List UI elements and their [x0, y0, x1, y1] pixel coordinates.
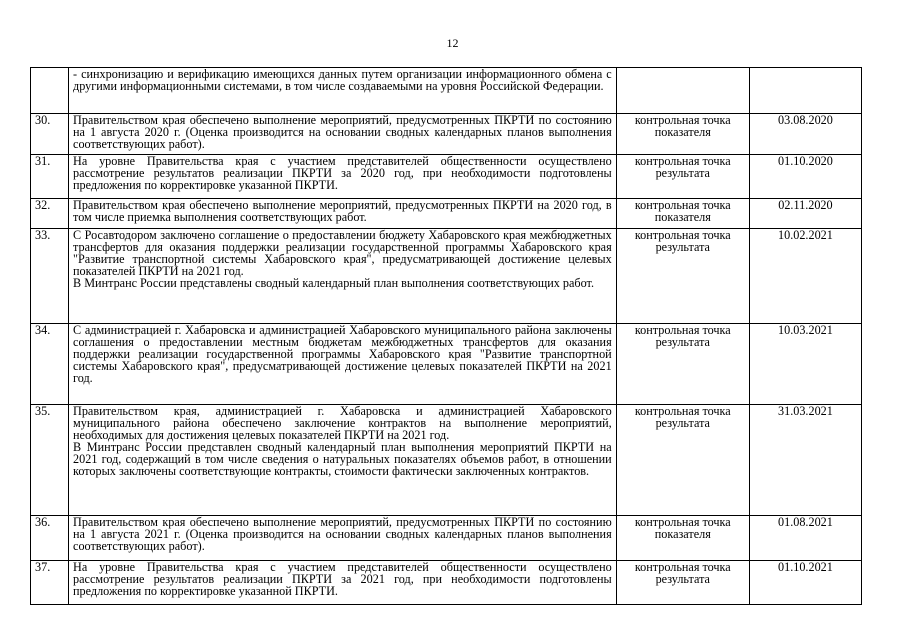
- row-description: [69, 516, 617, 561]
- table-row: [31, 229, 862, 324]
- row-description: [69, 199, 617, 229]
- row-date: 03.08.2020: [749, 114, 861, 155]
- row-type: [616, 68, 749, 114]
- table-row: [31, 68, 862, 114]
- row-date: 10.03.2021: [749, 324, 861, 405]
- row-type: контрольная точка результата: [616, 324, 749, 405]
- row-date: 01.08.2021: [749, 516, 861, 561]
- description-paragraph: В Минтранс России представлены сводный календарный план выполнения соответствующих работ.: [73, 276, 595, 290]
- row-date: [749, 68, 861, 114]
- row-number: 33.: [31, 229, 69, 324]
- description-paragraph: С Росавтодором заключено соглашение о предоставлении бюджету Хабаровского края межбюджетных трансфертов для оказания поддержки реализации государственной программы Хабаровского края "Развитие транспортной системы Хабаровского края", предусматривающей достижение целевых показателей ПКРТИ на 2021 год.: [73, 228, 612, 278]
- row-description: [69, 324, 617, 405]
- row-type: контрольная точка результата: [616, 405, 749, 516]
- row-number: 32.: [31, 199, 69, 229]
- description-paragraph: Правительством края обеспечено выполнение мероприятий, предусмотренных ПКРТИ по состоянию на 1 августа 2021 г. (Оценка производится на основании сводных календарных планов выполнения соответствующих работ).: [73, 515, 612, 553]
- table-row: [31, 114, 862, 155]
- row-number: 30.: [31, 114, 69, 155]
- page-number: 12: [446, 36, 459, 50]
- description-paragraph: На уровне Правительства края с участием представителей общественности осуществлено рассмотрение результатов реализации ПКРТИ за 2020 год, при необходимости подготовлены предложения по корректировке указанной ПКРТИ.: [73, 154, 612, 192]
- description-paragraph: - синхронизацию и верификацию имеющихся данных путем организации информационного обмена с другими информационными системами, в том числе создаваемыми на уровня Российской Федерации.: [73, 67, 612, 93]
- description-paragraph: В Минтранс России представлен сводный календарный план выполнения мероприятий ПКРТИ на 2021 год, содержащий в том числе сведения о натуральных показателях объемов работ, в отношении которых заключены соответствующие контракты, стоимости фактически заключенных контрактов.: [73, 440, 612, 478]
- table-row: [31, 405, 862, 516]
- table-row: [31, 199, 862, 229]
- description-paragraph: Правительством края, администрацией г. Хабаровска и администрацией Хабаровского муниципального района обеспечено заключение контрактов на выполнение мероприятий, необходимых для достижения целевых показателей ПКРТИ на 2021 год.: [73, 404, 612, 442]
- row-number: 31.: [31, 155, 69, 199]
- row-date: 31.03.2021: [749, 405, 861, 516]
- row-description: [69, 68, 617, 114]
- description-paragraph: С администрацией г. Хабаровска и администрацией Хабаровского муниципального района заключены соглашения о предоставлении местным бюджетам межбюджетных трансфертов для оказания поддержки реализации государственной программы Хабаровского края "Развитие транспортной системы Хабаровского края", предусматривающей достижение целевых показателей ПКРТИ на 2021 год.: [73, 323, 612, 385]
- table-row: [31, 516, 862, 561]
- row-type: контрольная точка результата: [616, 155, 749, 199]
- row-type: контрольная точка результата: [616, 229, 749, 324]
- row-description: [69, 155, 617, 199]
- row-type: контрольная точка показателя: [616, 114, 749, 155]
- row-type: контрольная точка показателя: [616, 199, 749, 229]
- row-number: 36.: [31, 516, 69, 561]
- description-paragraph: Правительством края обеспечено выполнение мероприятий, предусмотренных ПКРТИ по состоянию на 1 августа 2020 г. (Оценка производится на основании сводных календарных планов выполнения соответствующих работ).: [73, 113, 612, 151]
- row-date: 01.10.2021: [749, 561, 861, 605]
- row-description: [69, 229, 617, 324]
- row-number: 35.: [31, 405, 69, 516]
- description-paragraph: Правительством края обеспечено выполнение мероприятий, предусмотренных ПКРТИ на 2020 год, в том числе приемка выполнения соответствующих работ.: [73, 198, 612, 224]
- row-number: 37.: [31, 561, 69, 605]
- row-type: контрольная точка результата: [616, 561, 749, 605]
- row-description: [69, 405, 617, 516]
- row-description: [69, 114, 617, 155]
- row-description: [69, 561, 617, 605]
- description-paragraph: На уровне Правительства края с участием представителей общественности осуществлено рассмотрение результатов реализации ПКРТИ за 2021 год, при необходимости подготовлены предложения по корректировке указанной ПКРТИ.: [73, 560, 612, 598]
- table-row: [31, 155, 862, 199]
- row-type: контрольная точка показателя: [616, 516, 749, 561]
- control-points-table: [30, 67, 862, 605]
- row-number: 34.: [31, 324, 69, 405]
- row-number: [31, 68, 69, 114]
- table-row: [31, 561, 862, 605]
- row-date: 02.11.2020: [749, 199, 861, 229]
- table-row: [31, 324, 862, 405]
- row-date: 10.02.2021: [749, 229, 861, 324]
- row-date: 01.10.2020: [749, 155, 861, 199]
